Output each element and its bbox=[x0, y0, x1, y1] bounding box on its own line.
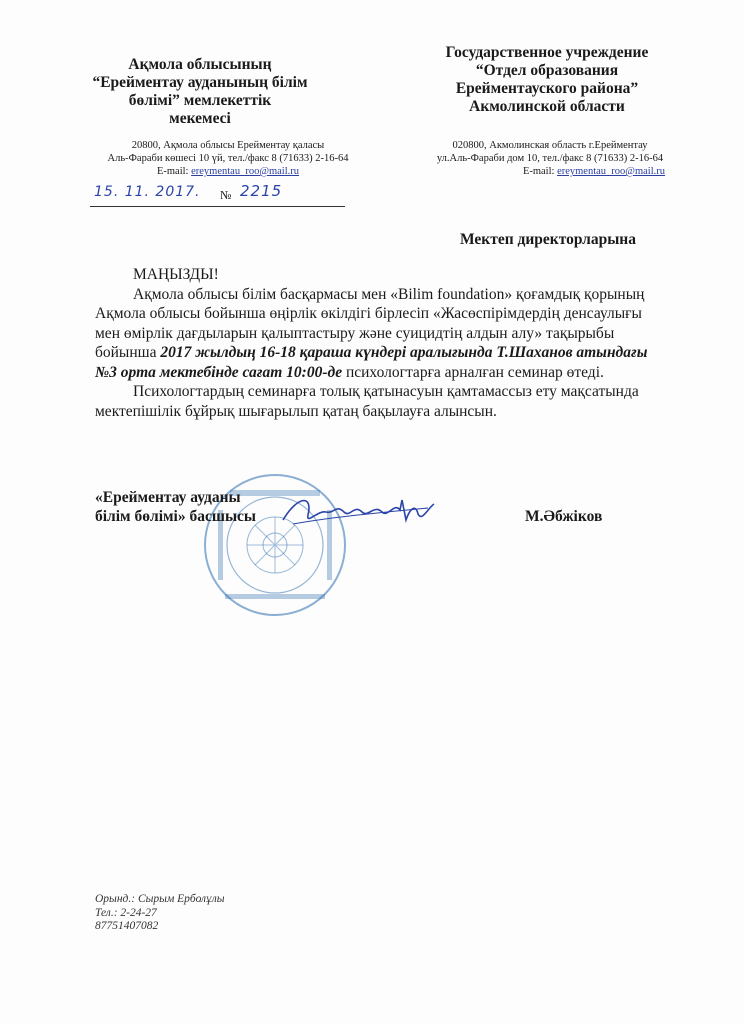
right-org-title-line: Государственное учреждение bbox=[445, 44, 649, 61]
signatory-title bbox=[95, 488, 256, 526]
left-address-line: Аль-Фараби көшесі 10 үй, тел./факс 8 (71633) 2-16-64 bbox=[107, 153, 349, 164]
left-org-title bbox=[70, 56, 330, 128]
body-heading: МАҢЫЗДЫ! bbox=[133, 266, 219, 283]
left-org-title-line: Ақмола облысының bbox=[128, 56, 272, 73]
signatory-name: М.Әбжіков bbox=[525, 508, 603, 525]
p1-end: психологтарға арналған семинар өтеді. bbox=[342, 363, 604, 381]
executor-mobile: 87751407082 bbox=[95, 920, 159, 932]
body-paragraph-1 bbox=[95, 285, 660, 383]
p1-event-details: 2017 жылдың 16-18 қараша күндері аралығында Т.Шаханов атындағы №3 орта мектебінде сағат 10:00-де bbox=[95, 344, 648, 381]
right-org-title-line: “Отдел образования bbox=[475, 62, 619, 79]
letter-body bbox=[95, 265, 660, 421]
handwritten-signature bbox=[278, 490, 438, 535]
registration-line bbox=[90, 182, 345, 207]
left-address-line: 20800, Ақмола облысы Ерейментау қаласы bbox=[131, 140, 325, 151]
right-address-line: ул.Аль-Фараби дом 10, тел./факс 8 (71633) 2-16-64 bbox=[436, 153, 664, 164]
registration-number-label: № bbox=[220, 188, 232, 202]
right-org-title-line: Акмолинской области bbox=[469, 98, 625, 115]
right-email-label: E-mail: bbox=[522, 166, 558, 177]
signatory-title-line-2: білім бөлімі» басшысы bbox=[95, 508, 257, 525]
right-org-title bbox=[412, 44, 682, 116]
right-org-title-line: Ерейментауского района” bbox=[455, 80, 639, 97]
left-email-label: E-mail: bbox=[156, 166, 192, 177]
right-address-line: 020800, Акмолинская область г.Ерейментау bbox=[452, 140, 648, 151]
left-email-line bbox=[78, 165, 378, 178]
left-org-title-line: бөлімі” мемлекеттік bbox=[128, 92, 272, 109]
right-email-link[interactable]: ereymentau_roo@mail.ru bbox=[557, 166, 665, 177]
registration-number: 2215 bbox=[240, 182, 283, 200]
registration-date: 15. 11. 2017. bbox=[94, 184, 201, 200]
left-org-title-line: “Ерейментау ауданының білім bbox=[92, 74, 308, 91]
executor-name: Орынд.: Сырым Ерболұлы bbox=[95, 893, 225, 905]
left-org-address bbox=[78, 139, 378, 178]
left-email-link[interactable]: ereymentau_roo@mail.ru bbox=[191, 166, 300, 177]
p1-start: Ақмола облысы білім басқармасы мен «Bilim foundation» қоғамдық қорының Ақмола облысы бойынша өңірлік өкілдігі бірлесіп «Жасөспірімдердің денсаулығы мен өмірлік дағдыларын қалыптастыру және суицидтің алдын алу» тақырыбы бойынша bbox=[95, 285, 645, 361]
left-org-title-line: мекемесі bbox=[169, 110, 231, 127]
right-org-address bbox=[405, 139, 695, 178]
body-paragraph-2: Психологтардың семинарға толық қатынасуын қамтамассыз ету мақсатында мектепішілік бұйрық шығарылып қатаң бақылауға алынсын. bbox=[95, 383, 639, 420]
addressee: Мектеп директорларына bbox=[460, 231, 636, 248]
executor-phone: Тел.: 2-24-27 bbox=[95, 906, 157, 919]
signatory-title-line-1: «Ерейментау ауданы bbox=[95, 489, 241, 506]
right-email-line bbox=[405, 165, 695, 178]
executor-info bbox=[95, 893, 225, 934]
